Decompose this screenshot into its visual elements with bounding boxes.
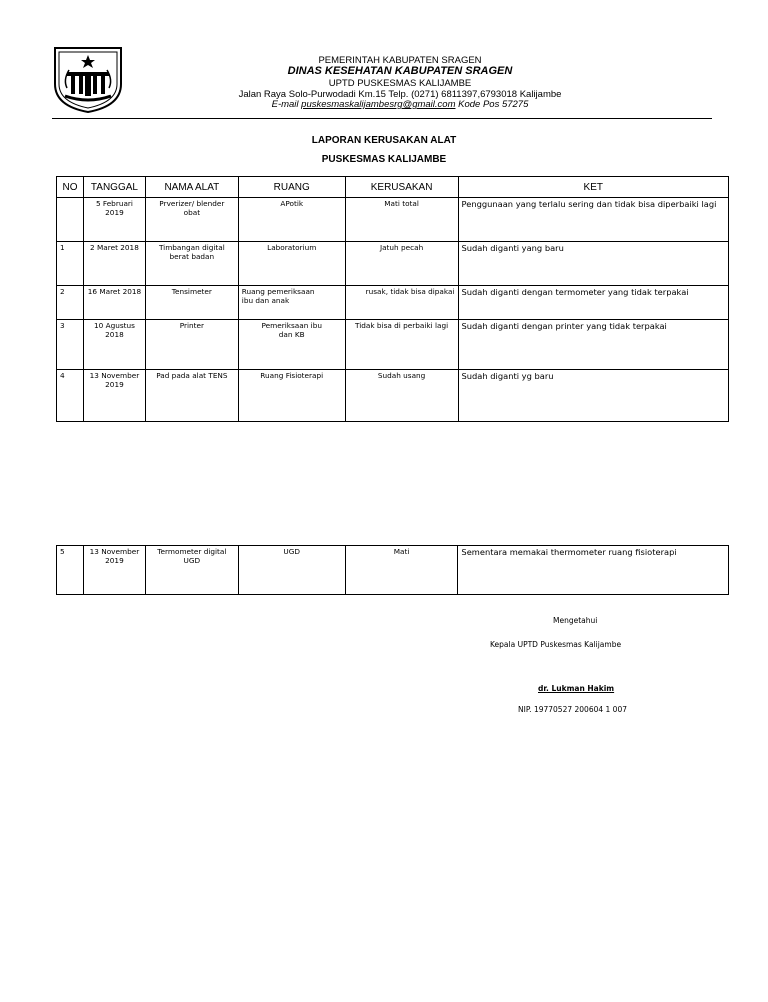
cell-no: 2 — [57, 286, 84, 320]
damage-report-table-continued — [56, 545, 729, 595]
email-label: E-mail — [271, 99, 302, 110]
signature-position: Kepala UPTD Puskesmas Kalijambe — [490, 640, 622, 649]
table-row — [57, 320, 729, 370]
col-header-tanggal: TANGGAL — [83, 177, 145, 198]
header-line-address: Jalan Raya Solo-Purwodadi Km.15 Telp. (0271) 6811397,6793018 Kalijambe — [238, 89, 562, 100]
report-subtitle: PUSKESMAS KALIJAMBE — [321, 154, 447, 165]
cell-tanggal: 16 Maret 2018 — [83, 286, 145, 320]
cell-kerusakan: Sudah usang — [345, 370, 458, 422]
col-header-nama-alat: NAMA ALAT — [145, 177, 238, 198]
signature-nip: NIP. 19770527 200604 1 007 — [518, 705, 627, 714]
table-row — [57, 370, 729, 422]
col-header-ruang: RUANG — [238, 177, 345, 198]
cell-ket: Sudah diganti dengan termometer yang tidak terpakai — [458, 286, 728, 320]
cell-kerusakan: Jatuh pecah — [345, 242, 458, 286]
table-row — [57, 546, 729, 595]
table-header-row — [57, 177, 729, 198]
signature-acknowledged: Mengetahui — [553, 616, 598, 625]
cell-ket: Sementara memakai thermometer ruang fisioterapi — [458, 546, 729, 595]
table-row — [57, 242, 729, 286]
cell-no: 3 — [57, 320, 84, 370]
cell-no — [57, 198, 84, 242]
cell-ruang: UGD — [238, 546, 345, 595]
cell-no: 1 — [57, 242, 84, 286]
col-header-kerusakan: KERUSAKAN — [345, 177, 458, 198]
cell-nama-alat: Pad pada alat TENS — [145, 370, 238, 422]
damage-report-table — [56, 176, 729, 422]
email-link[interactable]: puskesmaskalijambesrg@gmail.com — [301, 99, 456, 110]
cell-nama-alat: Tensimeter — [145, 286, 238, 320]
cell-nama-alat: Prverizer/ blender obat — [145, 198, 238, 242]
cell-kerusakan: Mati — [345, 546, 458, 595]
cell-ruang: Ruang Fisioterapi — [238, 370, 345, 422]
sragen-emblem-logo — [49, 44, 127, 114]
cell-ruang: Laboratorium — [238, 242, 345, 286]
cell-ruang: Ruang pemeriksaan ibu dan anak — [238, 286, 345, 320]
cell-tanggal: 10 Agustus 2018 — [83, 320, 145, 370]
cell-kerusakan: Tidak bisa di perbaiki lagi — [345, 320, 458, 370]
cell-ruang: Pemeriksaan ibu dan KB — [238, 320, 345, 370]
cell-ket: Penggunaan yang terlalu sering dan tidak bisa diperbaiki lagi — [458, 198, 728, 242]
cell-ket: Sudah diganti yang baru — [458, 242, 728, 286]
cell-tanggal: 13 November 2019 — [83, 370, 145, 422]
header-divider — [52, 118, 712, 119]
header-line-contact — [150, 99, 650, 110]
cell-tanggal: 5 Februari 2019 — [83, 198, 145, 242]
signature-name: dr. Lukman Hakim — [538, 684, 615, 693]
table-row — [57, 198, 729, 242]
cell-no: 5 — [57, 546, 84, 595]
cell-tanggal: 13 November 2019 — [83, 546, 145, 595]
cell-kerusakan: rusak, tidak bisa dipakai — [345, 286, 458, 320]
col-header-ket: KET — [458, 177, 728, 198]
header-line-government: PEMERINTAH KABUPATEN SRAGEN — [318, 55, 482, 66]
cell-no: 4 — [57, 370, 84, 422]
header-line-agency: DINAS KESEHATAN KABUPATEN SRAGEN — [287, 65, 513, 77]
report-title: LAPORAN KERUSAKAN ALAT — [311, 135, 457, 146]
col-header-no: NO — [57, 177, 84, 198]
cell-nama-alat: Timbangan digital berat badan — [145, 242, 238, 286]
cell-ket: Sudah diganti dengan printer yang tidak terpakai — [458, 320, 728, 370]
header-line-unit: UPTD PUSKESMAS KALIJAMBE — [328, 78, 472, 89]
cell-ket: Sudah diganti yg baru — [458, 370, 728, 422]
cell-kerusakan: Mati total — [345, 198, 458, 242]
cell-ruang: APotik — [238, 198, 345, 242]
cell-tanggal: 2 Maret 2018 — [83, 242, 145, 286]
postcode: Kode Pos 57275 — [455, 99, 529, 110]
table-row — [57, 286, 729, 320]
cell-nama-alat: Termometer digital UGD — [145, 546, 238, 595]
cell-nama-alat: Printer — [145, 320, 238, 370]
